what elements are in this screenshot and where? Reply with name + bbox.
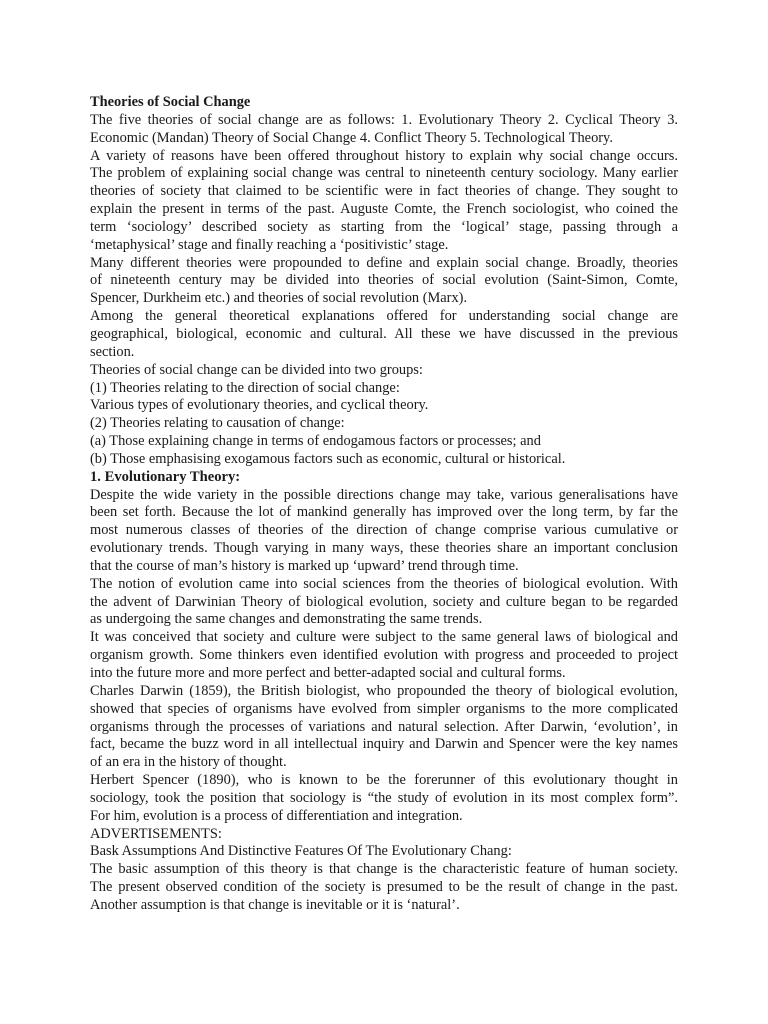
text-line: Economic (Mandan) Theory of Social Change 4. Conflict Theory 5. Technological Theory.: [90, 129, 613, 146]
text-line: sociology, took the position that sociology is “the study of evolution in its most complex form”.: [90, 789, 678, 806]
text-line: term ‘sociology’ described society as starting from the ‘logical’ stage, passing through a: [90, 218, 678, 235]
text-line: been set forth. Because the lot of mankind generally has improved over the long term, by far the: [90, 504, 678, 521]
text-line: of an era in the history of thought.: [90, 754, 287, 771]
text-line: (1) Theories relating to the direction of social change:: [90, 379, 400, 396]
text-line: (2) Theories relating to causation of change:: [90, 415, 345, 432]
text-line: Many different theories were propounded to define and explain social change. Broadly, theories: [90, 254, 678, 271]
section-heading: 1. Evolutionary Theory:: [90, 468, 241, 485]
text-line: It was conceived that society and culture were subject to the same general laws of biological and: [90, 629, 678, 646]
text-line: most numerous classes of theories of the direction of change comprise various cumulative or: [90, 522, 678, 539]
text-line: Another assumption is that change is inevitable or it is ‘natural’.: [90, 896, 460, 913]
page-title: Theories of Social Change: [90, 94, 251, 110]
document-body: [90, 112, 678, 915]
text-line: For him, evolution is a process of differentiation and integration.: [90, 807, 463, 824]
text-line: The problem of explaining social change was central to nineteenth century sociology. Many earlier: [90, 165, 678, 182]
text-line: geographical, biological, economic and cultural. All these we have discussed in the previous: [90, 325, 678, 342]
text-line: (a) Those explaining change in terms of endogamous factors or processes; and: [90, 433, 541, 450]
text-line: the advent of Darwinian Theory of biological evolution, society and culture began to be regarded: [90, 593, 678, 610]
document-page: [90, 94, 678, 915]
text-line: The five theories of social change are as follows: 1. Evolutionary Theory 2. Cyclical Theory 3.: [90, 111, 678, 128]
text-line: Various types of evolutionary theories, and cyclical theory.: [90, 397, 429, 414]
text-line: of nineteenth century may be divided into theories of social evolution (Saint-Simon, Comte,: [90, 272, 678, 289]
text-line: section.: [90, 343, 135, 360]
text-line: Herbert Spencer (1890), who is known to be the forerunner of this evolutionary thought in: [90, 772, 678, 789]
text-line: The present observed condition of the society is presumed to be the result of change in the past.: [90, 879, 678, 896]
text-line: Spencer, Durkheim etc.) and theories of social revolution (Marx).: [90, 290, 468, 307]
text-line: The basic assumption of this theory is that change is the characteristic feature of human society.: [90, 861, 678, 878]
text-line: that the course of man’s history is marked up ‘upward’ trend through time.: [90, 557, 519, 574]
text-line: showed that species of organisms have evolved from simpler organisms to the more complicated: [90, 700, 678, 717]
text-line: The notion of evolution came into social sciences from the theories of biological evolution. With: [90, 575, 678, 592]
text-line: Bask Assumptions And Distinctive Features Of The Evolutionary Chang:: [90, 843, 512, 860]
text-line: as undergoing the same changes and demonstrating the same trends.: [90, 611, 483, 628]
text-line: fact, became the buzz word in all intellectual inquiry and Darwin and Spencer were the key names: [90, 736, 678, 753]
text-line: evolutionary trends. Though varying in many ways, these theories share an important conclusion: [90, 540, 678, 557]
text-line: Theories of social change can be divided into two groups:: [90, 361, 423, 378]
text-line: theories of society that claimed to be scientific were in fact theories of change. They sought to: [90, 183, 678, 200]
text-line: A variety of reasons have been offered throughout history to explain why social change occurs.: [90, 147, 678, 164]
text-line: Charles Darwin (1859), the British biologist, who propounded the theory of biological evolution,: [90, 682, 678, 699]
text-line: (b) Those emphasising exogamous factors such as economic, cultural or historical.: [90, 450, 566, 467]
text-line: ADVERTISEMENTS:: [90, 825, 222, 842]
text-line: ‘metaphysical’ stage and finally reaching a ‘positivistic’ stage.: [90, 236, 449, 253]
text-line: organisms through the processes of variations and natural selection. After Darwin, ‘evolution’, in: [90, 718, 678, 735]
text-line: into the future more and more perfect and better-adapted social and cultural forms.: [90, 665, 566, 681]
text-line: Despite the wide variety in the possible directions change may take, various generalisations have: [90, 486, 678, 503]
text-line: organism growth. Some thinkers even identified evolution with progress and proceeded to project: [90, 647, 678, 664]
text-line: explain the present in terms of the past. Auguste Comte, the French sociologist, who coined the: [90, 201, 678, 218]
text-line: Among the general theoretical explanations offered for understanding social change are: [90, 308, 678, 325]
